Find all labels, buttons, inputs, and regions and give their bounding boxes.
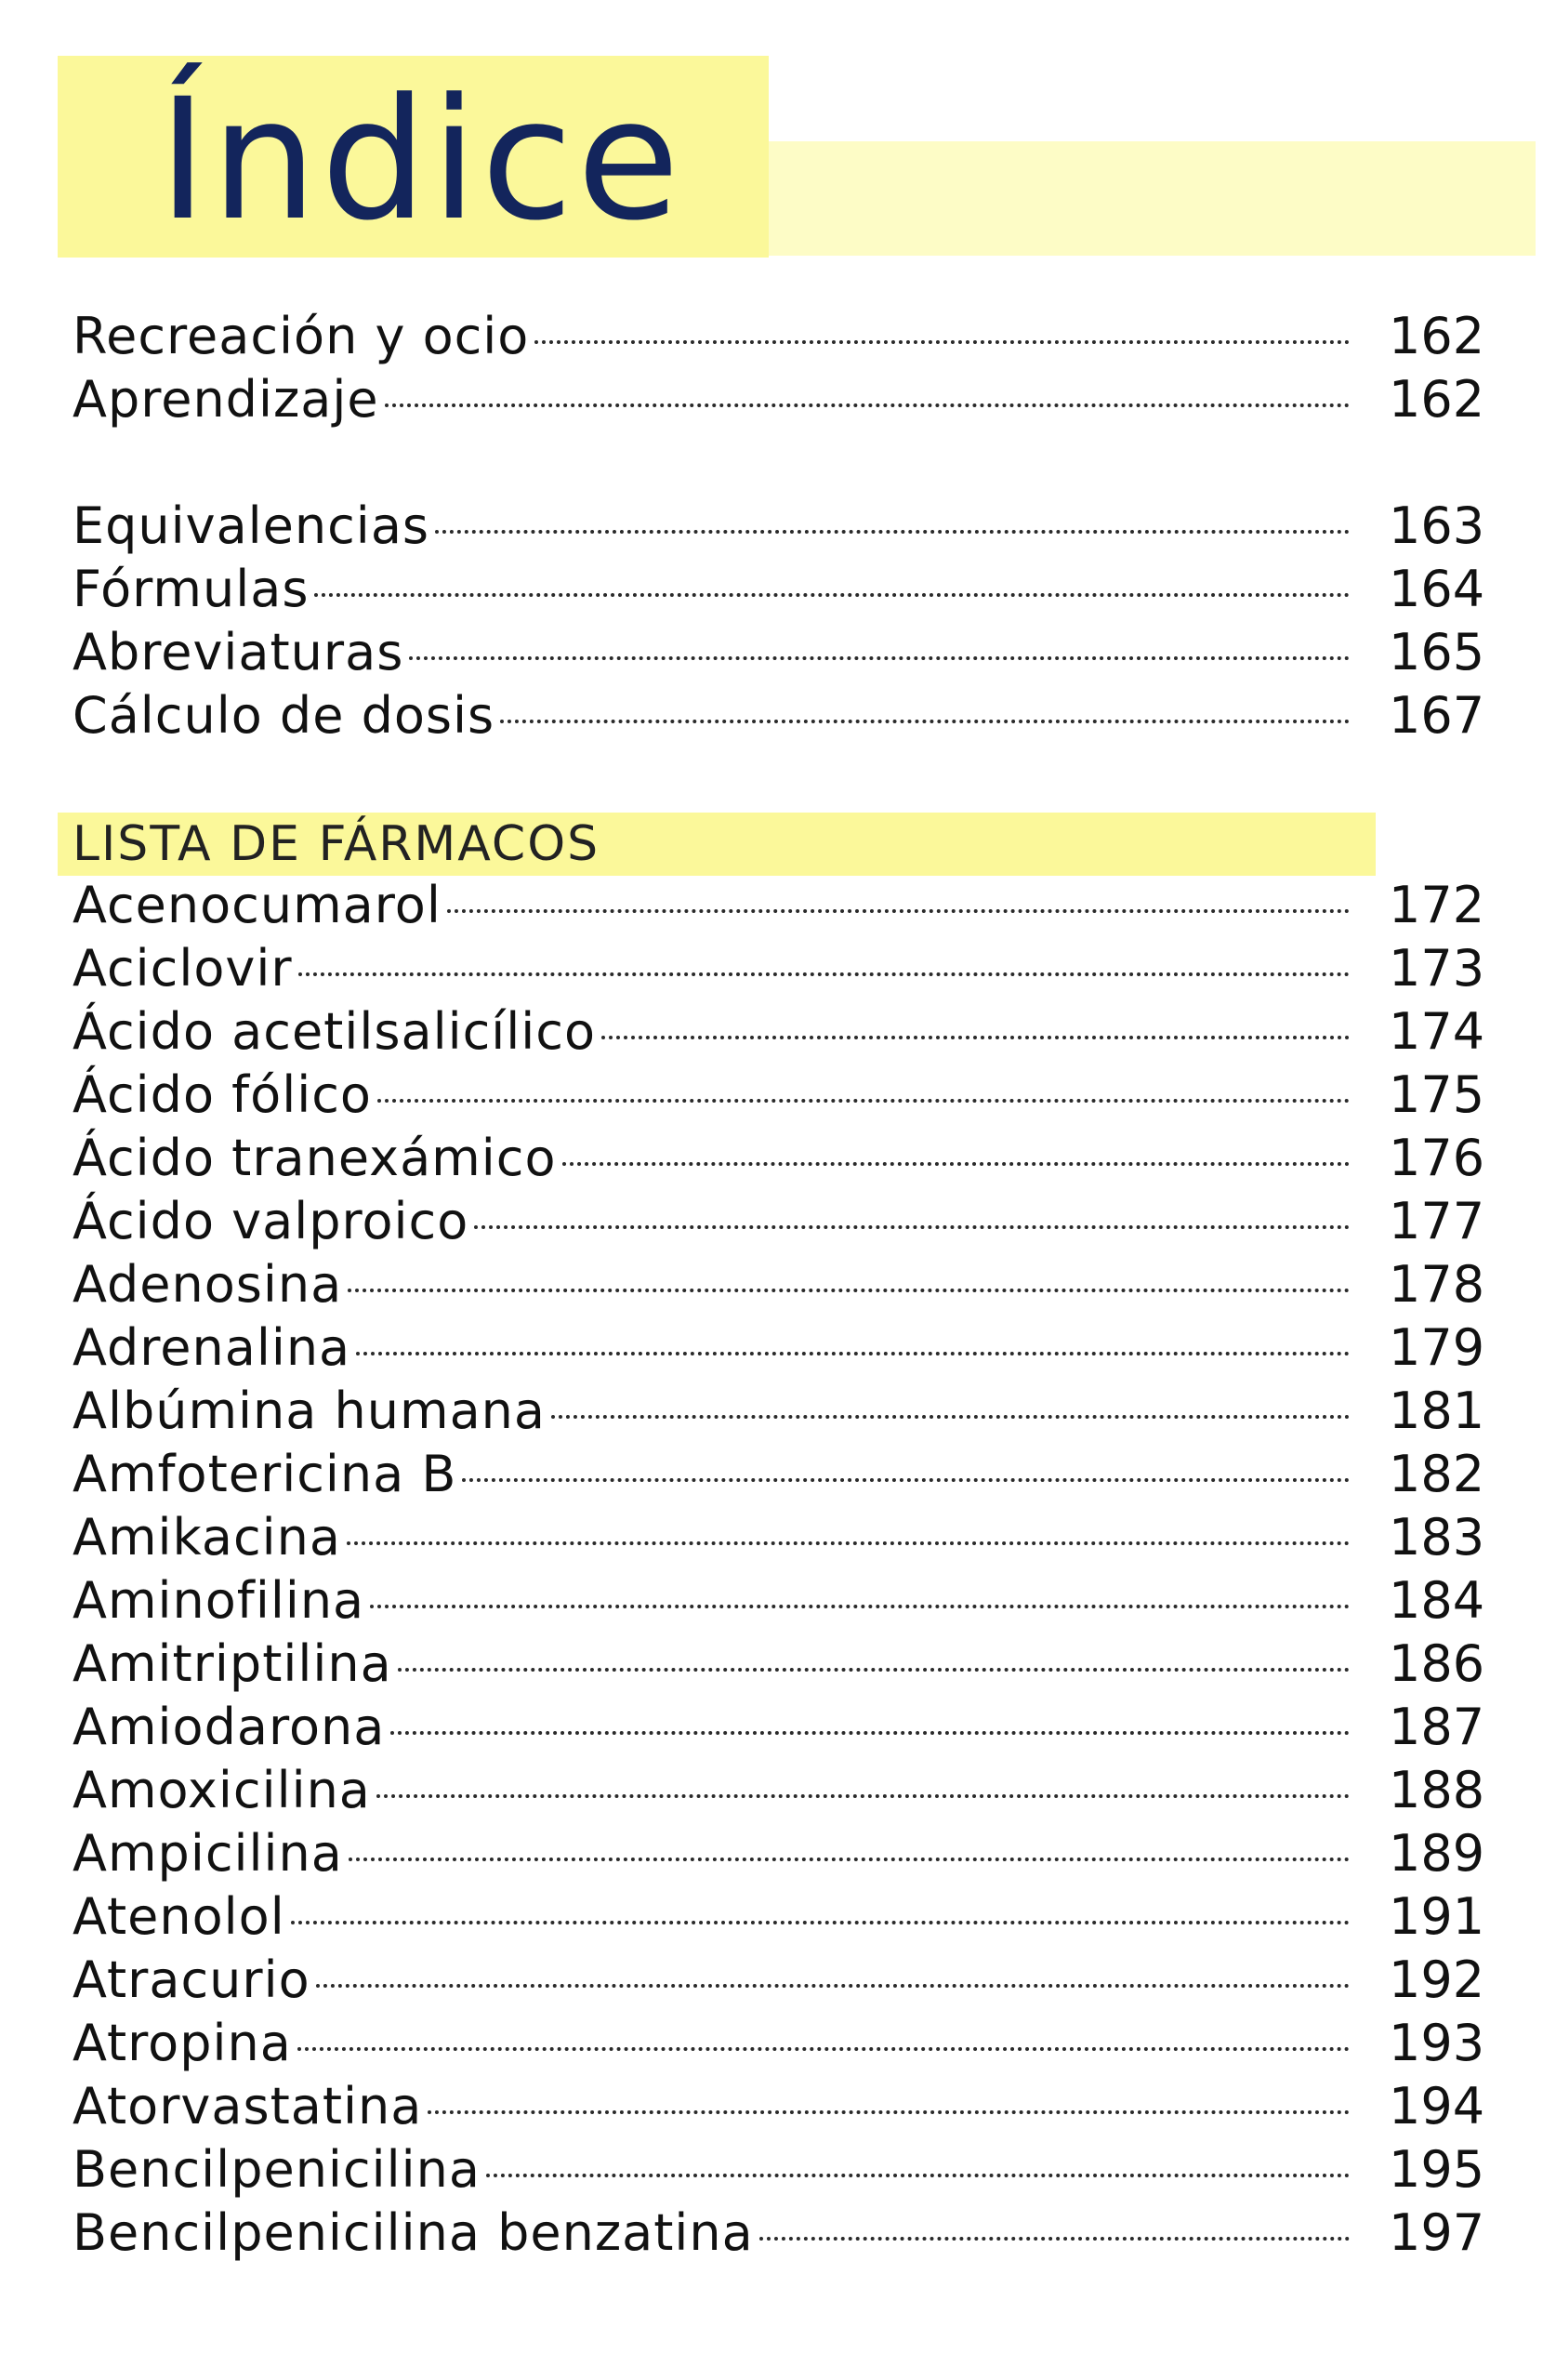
drug-name: Bencilpenicilina benzatina [73, 2203, 754, 2262]
dot-leader [314, 593, 1350, 597]
entry-label: Abreviaturas [73, 623, 404, 681]
dot-leader [500, 720, 1350, 723]
drug-entry[interactable] [73, 1316, 1485, 1380]
entry-page-number: 179 [1389, 1318, 1485, 1377]
dot-leader [474, 1225, 1350, 1229]
drug-name: Ácido valproico [73, 1192, 469, 1250]
drug-name: Aminofilina [73, 1571, 365, 1630]
dot-leader [316, 1984, 1350, 1988]
entry-label: Fórmulas [73, 560, 310, 618]
entry-page-number: 194 [1389, 2077, 1485, 2135]
entry-page-number: 189 [1389, 1824, 1485, 1883]
index-entry[interactable] [73, 684, 1485, 747]
drug-name: Albúmina humana [73, 1382, 546, 1440]
entry-page-number: 182 [1389, 1445, 1485, 1503]
drug-name: Aciclovir [73, 939, 293, 998]
index-entry[interactable] [73, 621, 1485, 684]
drug-entry[interactable] [73, 1000, 1485, 1064]
drug-entry[interactable] [73, 937, 1485, 1000]
drug-name: Amiodarona [73, 1698, 386, 1756]
drug-name: Amfotericina B [73, 1445, 457, 1503]
drug-entry[interactable] [73, 1822, 1485, 1885]
entry-label: Cálculo de dosis [73, 686, 495, 745]
index-group-general [73, 305, 1485, 431]
index-entry[interactable] [73, 368, 1485, 431]
index-entry[interactable] [73, 305, 1485, 368]
entry-page-number: 184 [1389, 1571, 1485, 1630]
drug-name: Atracurio [73, 1950, 310, 2009]
drug-entry[interactable] [73, 874, 1485, 937]
entry-page-number: 164 [1389, 560, 1485, 618]
drug-entry[interactable] [73, 2075, 1485, 2138]
drug-name: Adenosina [73, 1255, 343, 1314]
dot-leader [348, 1289, 1350, 1292]
drug-entry[interactable] [73, 1127, 1485, 1190]
entry-page-number: 172 [1389, 876, 1485, 934]
dot-leader [349, 1858, 1350, 1861]
entry-page-number: 181 [1389, 1382, 1485, 1440]
entry-page-number: 197 [1389, 2203, 1485, 2262]
entry-page-number: 174 [1389, 1002, 1485, 1061]
section-header-label: LISTA DE FÁRMACOS [73, 816, 600, 872]
dot-leader [428, 2110, 1350, 2114]
drug-entry[interactable] [73, 1696, 1485, 1759]
drug-name: Ácido fólico [73, 1065, 372, 1124]
entry-page-number: 183 [1389, 1508, 1485, 1567]
drug-name: Amikacina [73, 1508, 341, 1567]
entry-page-number: 178 [1389, 1255, 1485, 1314]
entry-page-number: 176 [1389, 1129, 1485, 1187]
dot-leader [447, 909, 1350, 913]
section-header [58, 813, 1376, 876]
entry-page-number: 162 [1389, 370, 1485, 429]
drug-entry[interactable] [73, 1885, 1485, 1949]
index-entry[interactable] [73, 558, 1485, 621]
dot-leader [377, 1099, 1350, 1103]
entry-label: Aprendizaje [73, 370, 379, 429]
drug-name: Ácido acetilsalicílico [73, 1002, 597, 1061]
entry-page-number: 188 [1389, 1761, 1485, 1819]
dot-leader [435, 530, 1350, 534]
index-group-reference [73, 495, 1485, 747]
dot-leader [297, 2047, 1350, 2051]
dot-leader [409, 656, 1350, 660]
entry-page-number: 192 [1389, 1950, 1485, 2009]
entry-page-number: 173 [1389, 939, 1485, 998]
dot-leader [390, 1731, 1350, 1735]
dot-leader [398, 1668, 1350, 1672]
dot-leader [376, 1794, 1350, 1798]
title-highlight-strip [769, 141, 1536, 256]
drug-entry[interactable] [73, 1443, 1485, 1506]
entry-label: Recreación y ocio [73, 307, 530, 365]
drug-name: Atenolol [73, 1887, 285, 1946]
drug-name: Acenocumarol [73, 876, 442, 934]
dot-leader [759, 2237, 1350, 2241]
drug-name: Ampicilina [73, 1824, 343, 1883]
dot-leader [298, 972, 1350, 976]
entry-page-number: 191 [1389, 1887, 1485, 1946]
entry-page-number: 163 [1389, 496, 1485, 555]
entry-page-number: 187 [1389, 1698, 1485, 1756]
drug-entry[interactable] [73, 2202, 1485, 2265]
drug-entry[interactable] [73, 1569, 1485, 1633]
drug-entry[interactable] [73, 1949, 1485, 2012]
drug-entry[interactable] [73, 1633, 1485, 1696]
drug-list [73, 874, 1485, 2265]
drug-name: Amoxicilina [73, 1761, 371, 1819]
dot-leader [534, 340, 1350, 344]
drug-name: Atorvastatina [73, 2077, 423, 2135]
drug-entry[interactable] [73, 2012, 1485, 2075]
dot-leader [356, 1352, 1350, 1355]
page-title: Índice [158, 63, 684, 258]
drug-entry[interactable] [73, 1759, 1485, 1822]
drug-entry[interactable] [73, 1380, 1485, 1443]
dot-leader [551, 1415, 1350, 1419]
entry-page-number: 165 [1389, 623, 1485, 681]
drug-entry[interactable] [73, 1190, 1485, 1253]
entry-page-number: 177 [1389, 1192, 1485, 1250]
entry-page-number: 193 [1389, 2014, 1485, 2072]
dot-leader [486, 2174, 1350, 2177]
entry-label: Equivalencias [73, 496, 430, 555]
index-entry[interactable] [73, 495, 1485, 558]
drug-name: Atropina [73, 2014, 292, 2072]
entry-page-number: 162 [1389, 307, 1485, 365]
drug-entry[interactable] [73, 1064, 1485, 1127]
dot-leader [601, 1036, 1350, 1039]
entry-page-number: 175 [1389, 1065, 1485, 1124]
dot-leader [291, 1921, 1350, 1924]
drug-name: Adrenalina [73, 1318, 351, 1377]
dot-leader [462, 1478, 1350, 1482]
entry-page-number: 167 [1389, 686, 1485, 745]
drug-name: Ácido tranexámico [73, 1129, 557, 1187]
drug-entry[interactable] [73, 1506, 1485, 1569]
entry-page-number: 186 [1389, 1634, 1485, 1693]
dot-leader [385, 403, 1350, 407]
drug-name: Amitriptilina [73, 1634, 392, 1693]
drug-entry[interactable] [73, 1253, 1485, 1316]
dot-leader [370, 1605, 1350, 1608]
entry-page-number: 195 [1389, 2140, 1485, 2199]
dot-leader [347, 1541, 1350, 1545]
drug-name: Bencilpenicilina [73, 2140, 481, 2199]
drug-entry[interactable] [73, 2138, 1485, 2202]
dot-leader [562, 1162, 1350, 1166]
